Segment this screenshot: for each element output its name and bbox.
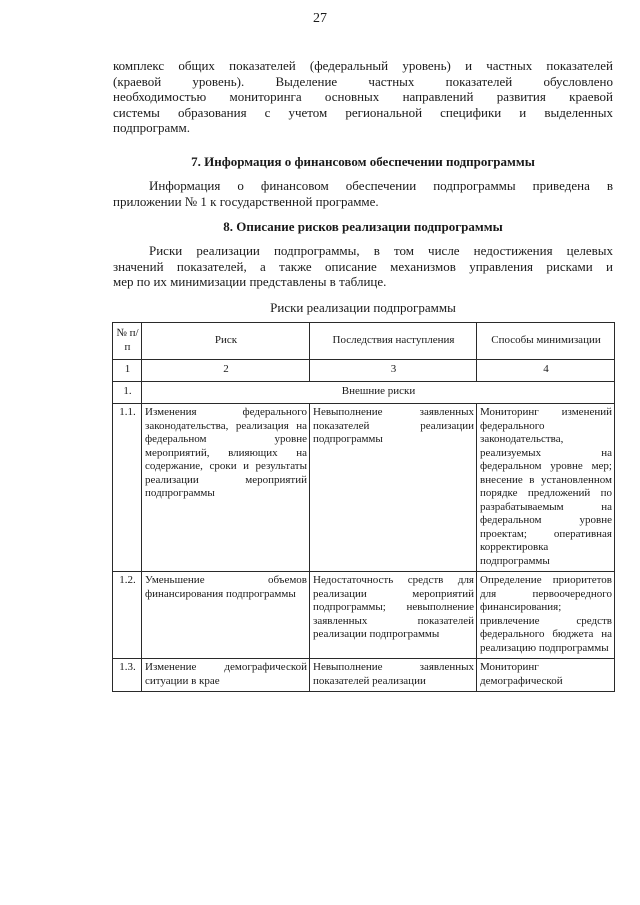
table-caption: Риски реализации подпрограммы (270, 300, 456, 315)
intro-line: комплекс общих показателей (федеральный уровень) и частных показателей (113, 58, 613, 73)
header-consequence: Последствия наступления (310, 323, 477, 360)
column-number-row (113, 360, 615, 382)
row-mitigation: Определение приоритетов для первоочередного финансирования; привлечение средств федерального бюджета на реализацию подпрограммы (477, 572, 615, 659)
page-number: 27 (313, 11, 327, 26)
group-num: 1. (113, 382, 142, 404)
intro-line: (краевой уровень). Выделение частных показателей обусловлено (113, 73, 613, 89)
column-number: 3 (310, 360, 477, 382)
section-8-heading: 8. Описание рисков реализации подпрограммы (223, 219, 503, 234)
row-num: 1.1. (113, 404, 142, 572)
section-8-paragraph (113, 243, 613, 290)
row-consequence: Невыполнение заявленных показателей реализации подпрограммы (310, 404, 477, 572)
section-8-line: Риски реализации подпрограммы, в том числе недостижения целевых (149, 243, 613, 258)
row-risk: Уменьшение объемов финансирования подпрограммы (142, 572, 310, 659)
row-risk: Изменения федерального законодательства, реализация на федеральном уровне мероприятий, влияющих на содержание, сроки и результаты реализации мероприятий подпрограммы (142, 404, 310, 572)
table-row (113, 659, 615, 692)
intro-line: необходимостью мониторинга основных направлений развития краевой (113, 89, 613, 104)
header-mitigation: Способы минимизации (477, 323, 615, 360)
section-8-line: значений показателей, а также описание механизмов управления рисками и (113, 258, 613, 274)
column-number: 2 (142, 360, 310, 382)
risk-table (112, 322, 615, 692)
row-num: 1.3. (113, 659, 142, 692)
group-row (113, 382, 615, 404)
column-number: 4 (477, 360, 615, 382)
intro-line: подпрограмм. (113, 120, 190, 135)
row-consequence: Недостаточность средств для реализации мероприятий подпрограммы; невыполнение заявленных показателей реализации подпрограммы (310, 572, 477, 659)
intro-paragraph (113, 58, 613, 136)
row-mitigation: Мониторинг демографической (477, 659, 615, 692)
section-7-paragraph (113, 178, 613, 209)
row-mitigation: Мониторинг изменений федерального законодательства, реализуемых на федеральном уровне мер; внесение в установленном порядке предложений по разрабатываемым на федеральном уровне проектам; оперативная корректировка подпрограммы (477, 404, 615, 572)
table-row (113, 404, 615, 572)
header-num: № п/п (113, 323, 142, 360)
section-7-line: Информация о финансовом обеспечении подпрограммы приведена в (149, 178, 613, 193)
table-row (113, 572, 615, 659)
group-title: Внешние риски (142, 382, 615, 404)
header-risk: Риск (142, 323, 310, 360)
column-number: 1 (113, 360, 142, 382)
row-num: 1.2. (113, 572, 142, 659)
table-header-row (113, 323, 615, 360)
section-7-heading: 7. Информация о финансовом обеспечении подпрограммы (191, 154, 535, 169)
row-consequence: Невыполнение заявленных показателей реализации (310, 659, 477, 692)
section-7-line: приложении № 1 к государственной программе. (113, 193, 379, 209)
intro-line: системы образования с учетом региональной специфики и выделенных (113, 104, 613, 120)
section-8-line: мер по их минимизации представлены в таблице. (113, 274, 387, 289)
row-risk: Изменение демографической ситуации в крае (142, 659, 310, 692)
